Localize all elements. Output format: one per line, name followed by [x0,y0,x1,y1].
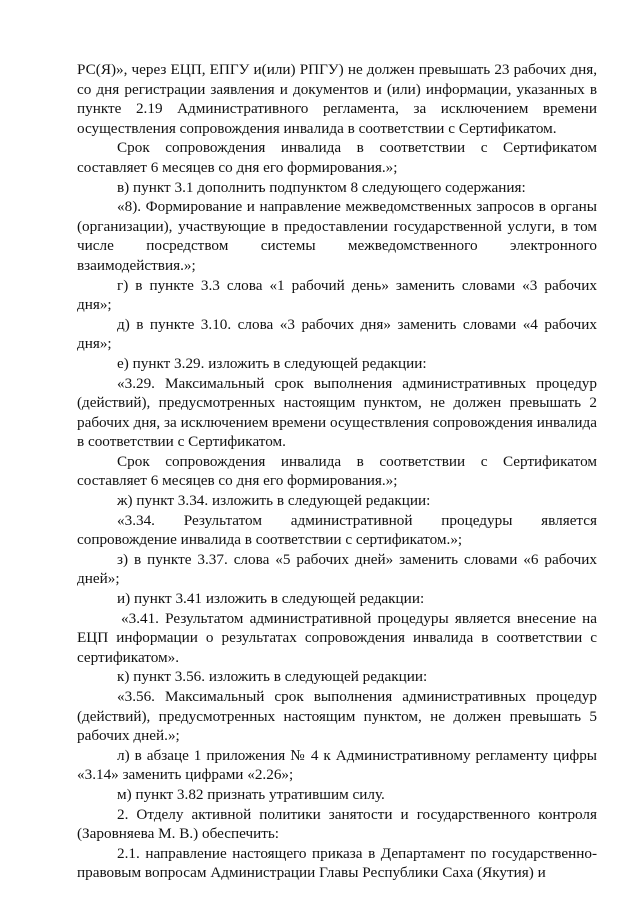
paragraph-escort-term-1: Срок сопровождения инвалида в соответствии с Сертификатом составляет 6 месяцев со дня его формирования.»; [77,139,597,176]
paragraph-item-k: к) пункт 3.56. изложить в следующей редакции: [117,668,428,686]
paragraph-escort-term-2: Срок сопровождения инвалида в соответствии с Сертификатом составляет 6 месяцев со дня его формирования.»; [77,452,597,490]
paragraph-section-2: 2. Отделу активной политики занятости и государственного контроля (Заровняева М. В.) обеспечить: [77,805,597,843]
paragraph-clause-3-41: «3.41. Результатом административной процедуры является внесение на ЕЦП информации о результатах сопровождения инвалида в соответствии с сертификатом». [77,609,597,666]
paragraph-continuation: РС(Я)», через ЕЦП, ЕПГУ и(или) РПГУ) не должен превышать 23 рабочих дня, со дня регистрации заявления и документов и (или) информации, указанных в пункте 2.19 Административного регламента, за исключением времени осуществления сопровождения инвалида в соответствии с Сертификатом. [77,61,597,137]
paragraph-item-l: л) в абзаце 1 приложения № 4 к Административному регламенту цифры «3.14» заменить цифрами «2.26»; [77,746,597,784]
paragraph-subitem-8: «8). Формирование и направление межведомственных запросов в органы (организации), участвующие в предоставлении государственной услуги, в том числе посредством системы межведомственного электронного взаимодействия.»; [77,198,597,274]
paragraph-item-zh: ж) пункт 3.34. изложить в следующей редакции: [117,492,431,510]
paragraph-item-v: в) пункт 3.1 дополнить подпунктом 8 следующего содержания: [117,178,526,196]
paragraph-section-2-1: 2.1. направление настоящего приказа в Департамент по государственно-правовым вопросам Администрации Главы Республики Саха (Якутия) и [77,844,597,882]
paragraph-item-d: д) в пункте 3.10. слова «3 рабочих дня» заменить словами «4 рабочих дня»; [77,315,597,353]
paragraph-item-g: г) в пункте 3.3 слова «1 рабочий день» заменить словами «3 рабочих дня»; [77,276,597,314]
paragraph-clause-3-56: «3.56. Максимальный срок выполнения административных процедур (действий), предусмотренных настоящим пунктом, не должен превышать 5 рабочих дней.»; [77,688,597,745]
document-body [77,60,597,883]
paragraph-clause-3-34: «3.34. Результатом административной процедуры является сопровождение инвалида в соответствии с сертификатом.»; [77,511,597,549]
paragraph-item-e: е) пункт 3.29. изложить в следующей редакции: [117,354,427,372]
paragraph-item-i: и) пункт 3.41 изложить в следующей редакции: [117,590,425,608]
paragraph-item-m: м) пункт 3.82 признать утратившим силу. [117,785,385,803]
paragraph-clause-3-29: «3.29. Максимальный срок выполнения административных процедур (действий), предусмотренных настоящим пунктом, не должен превышать 2 рабочих дня, за исключением времени осуществления сопровождения инвалида в соответствии с Сертификатом. [77,374,597,451]
paragraph-item-z: з) в пункте 3.37. слова «5 рабочих дней» заменить словами «6 рабочих дней»; [77,550,597,588]
